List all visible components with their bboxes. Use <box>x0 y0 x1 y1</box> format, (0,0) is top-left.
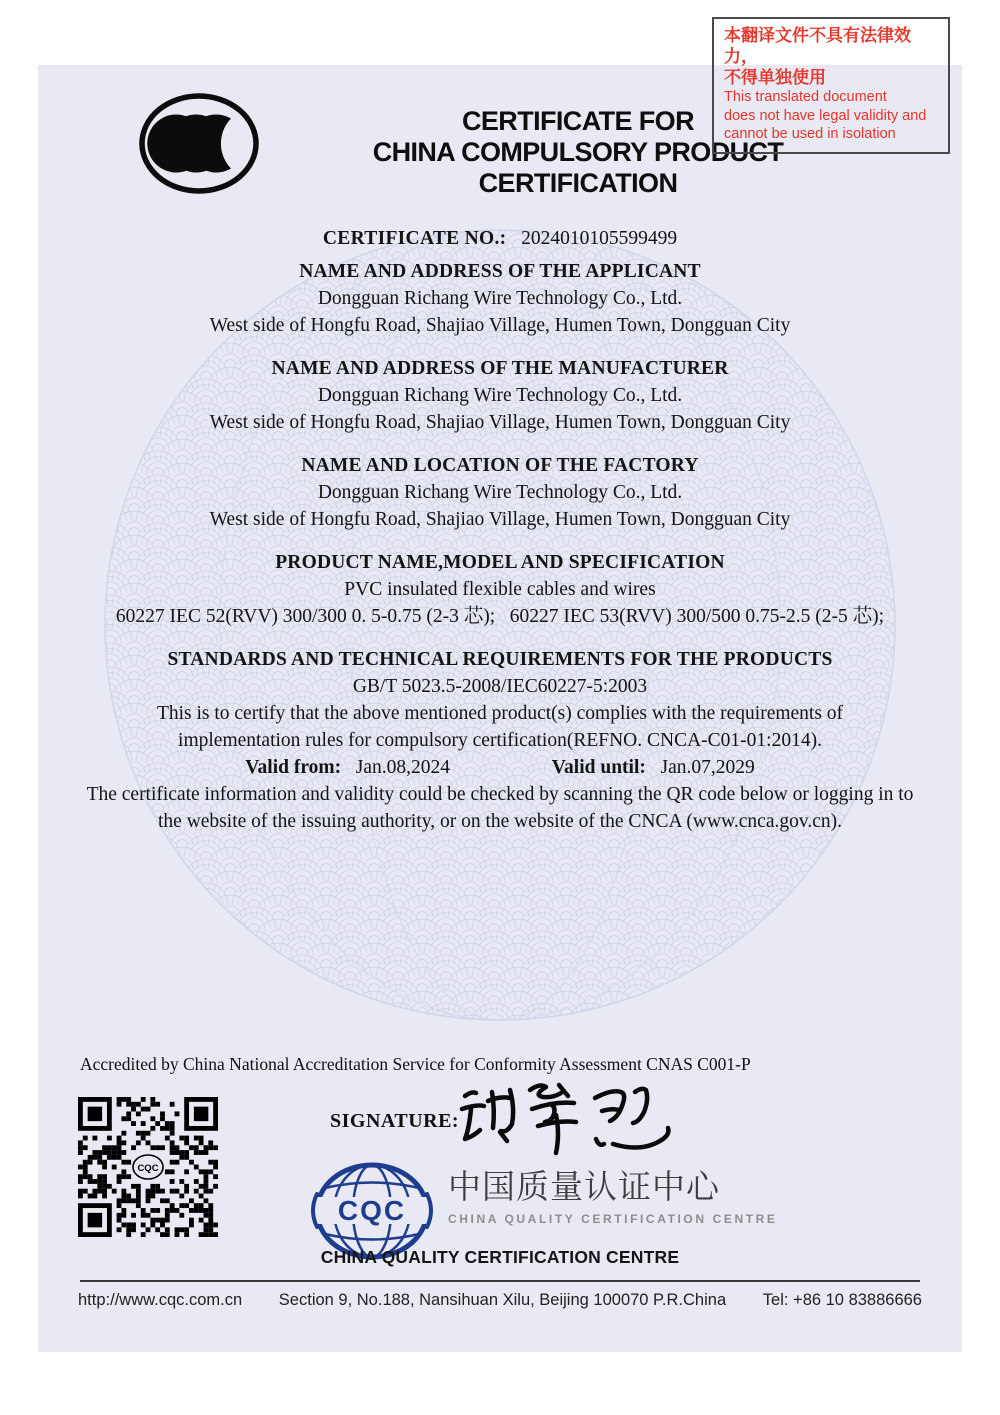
valid-from-value: Jan.08,2024 <box>355 757 450 778</box>
footer-tel: Tel: +86 10 83886666 <box>762 1291 922 1309</box>
section-line: Dongguan Richang Wire Technology Co., Ltd. <box>317 288 683 309</box>
section-manufacturer <box>50 355 950 436</box>
footer-bar <box>78 1291 922 1310</box>
section-line: West side of Hongfu Road, Shajiao Village, Humen Town, Dongguan City <box>209 315 791 336</box>
cqc-name-english-small: CHINA QUALITY CERTIFICATION CENTRE <box>448 1212 778 1226</box>
notice-line-zh-1: 本翻译文件不具有法律效力， <box>724 26 911 66</box>
section-line: PVC insulated flexible cables and wires <box>344 579 656 600</box>
title-line-1: CERTIFICATE FOR <box>462 106 694 136</box>
validity-note-line-1: The certificate information and validity could be checked by scanning the QR code below or logging in to <box>86 784 914 805</box>
accreditation-line: Accredited by China National Accreditation Service for Conformity Assessment CNAS C001-P <box>80 1054 751 1074</box>
section-factory <box>50 452 950 533</box>
section-line: This is to certify that the above mentioned product(s) complies with the requirements of <box>156 703 844 724</box>
section-product <box>50 549 950 630</box>
ccc-mark-icon <box>138 92 260 195</box>
certificate-number-label: CERTIFICATE NO.: <box>322 228 507 249</box>
qr-code <box>78 1097 218 1237</box>
cqc-name-chinese: 中国质量认证中心 <box>448 1168 720 1205</box>
section-heading: NAME AND ADDRESS OF THE APPLICANT <box>299 261 701 282</box>
section-line: West side of Hongfu Road, Shajiao Village, Humen Town, Dongguan City <box>209 412 791 433</box>
signature-handwriting <box>455 1080 675 1158</box>
notice-line-en-3: cannot be used in isolation <box>724 126 896 142</box>
cqc-name-block <box>448 1168 778 1226</box>
section-line: West side of Hongfu Road, Shajiao Village, Humen Town, Dongguan City <box>209 509 791 530</box>
section-heading: NAME AND LOCATION OF THE FACTORY <box>301 455 699 476</box>
validity-note-line-2: the website of the issuing authority, or on the website of the CNCA (www.cnca.gov.cn). <box>158 811 842 832</box>
title-line-2: CHINA COMPULSORY PRODUCT CERTIFICATION <box>372 137 784 198</box>
section-line: Dongguan Richang Wire Technology Co., Ltd. <box>317 482 683 503</box>
section-heading: STANDARDS AND TECHNICAL REQUIREMENTS FOR THE PRODUCTS <box>167 649 833 670</box>
issuer-name-bold: CHINA QUALITY CERTIFICATION CENTRE <box>320 1247 680 1267</box>
section-line: implementation rules for compulsory certification(REFNO. CNCA-C01-01:2014). <box>178 730 822 751</box>
notice-line-zh-2: 不得单独使用 <box>724 68 826 87</box>
cqc-acronym: CQC <box>337 1195 407 1226</box>
section-line: GB/T 5023.5-2008/IEC60227-5:2003 <box>352 676 648 697</box>
valid-until-label: Valid until: <box>551 757 646 778</box>
notice-line-en-2: does not have legal validity and <box>724 107 927 124</box>
footer-divider <box>80 1280 920 1282</box>
notice-line-en-1: This translated document <box>724 89 887 105</box>
footer-address: Section 9, No.188, Nansihuan Xilu, Beijing 100070 P.R.China <box>278 1291 727 1309</box>
svg-text:CQC: CQC <box>137 1163 159 1174</box>
section-heading: PRODUCT NAME,MODEL AND SPECIFICATION <box>275 552 725 573</box>
footer-url: http://www.cqc.com.cn <box>78 1291 243 1309</box>
certificate-number-row <box>50 225 950 252</box>
certificate-body <box>50 225 950 835</box>
certificate-number-value: 2024010105599499 <box>521 228 678 249</box>
section-line: 60227 IEC 52(RVV) 300/300 0. 5-0.75 (2-3 芯); 60227 IEC 53(RVV) 300/500 0.75-2.5 (2-5 芯); <box>115 606 885 627</box>
validity-dates-row <box>50 754 950 781</box>
section-heading: NAME AND ADDRESS OF THE MANUFACTURER <box>271 358 729 379</box>
section-applicant <box>50 258 950 339</box>
valid-from-label: Valid from: <box>245 757 342 778</box>
section-line: Dongguan Richang Wire Technology Co., Ltd. <box>317 385 683 406</box>
valid-until-value: Jan.07,2029 <box>660 757 755 778</box>
signature-label: SIGNATURE: <box>330 1110 460 1132</box>
translation-notice-box <box>712 17 950 154</box>
section-standards <box>50 646 950 754</box>
